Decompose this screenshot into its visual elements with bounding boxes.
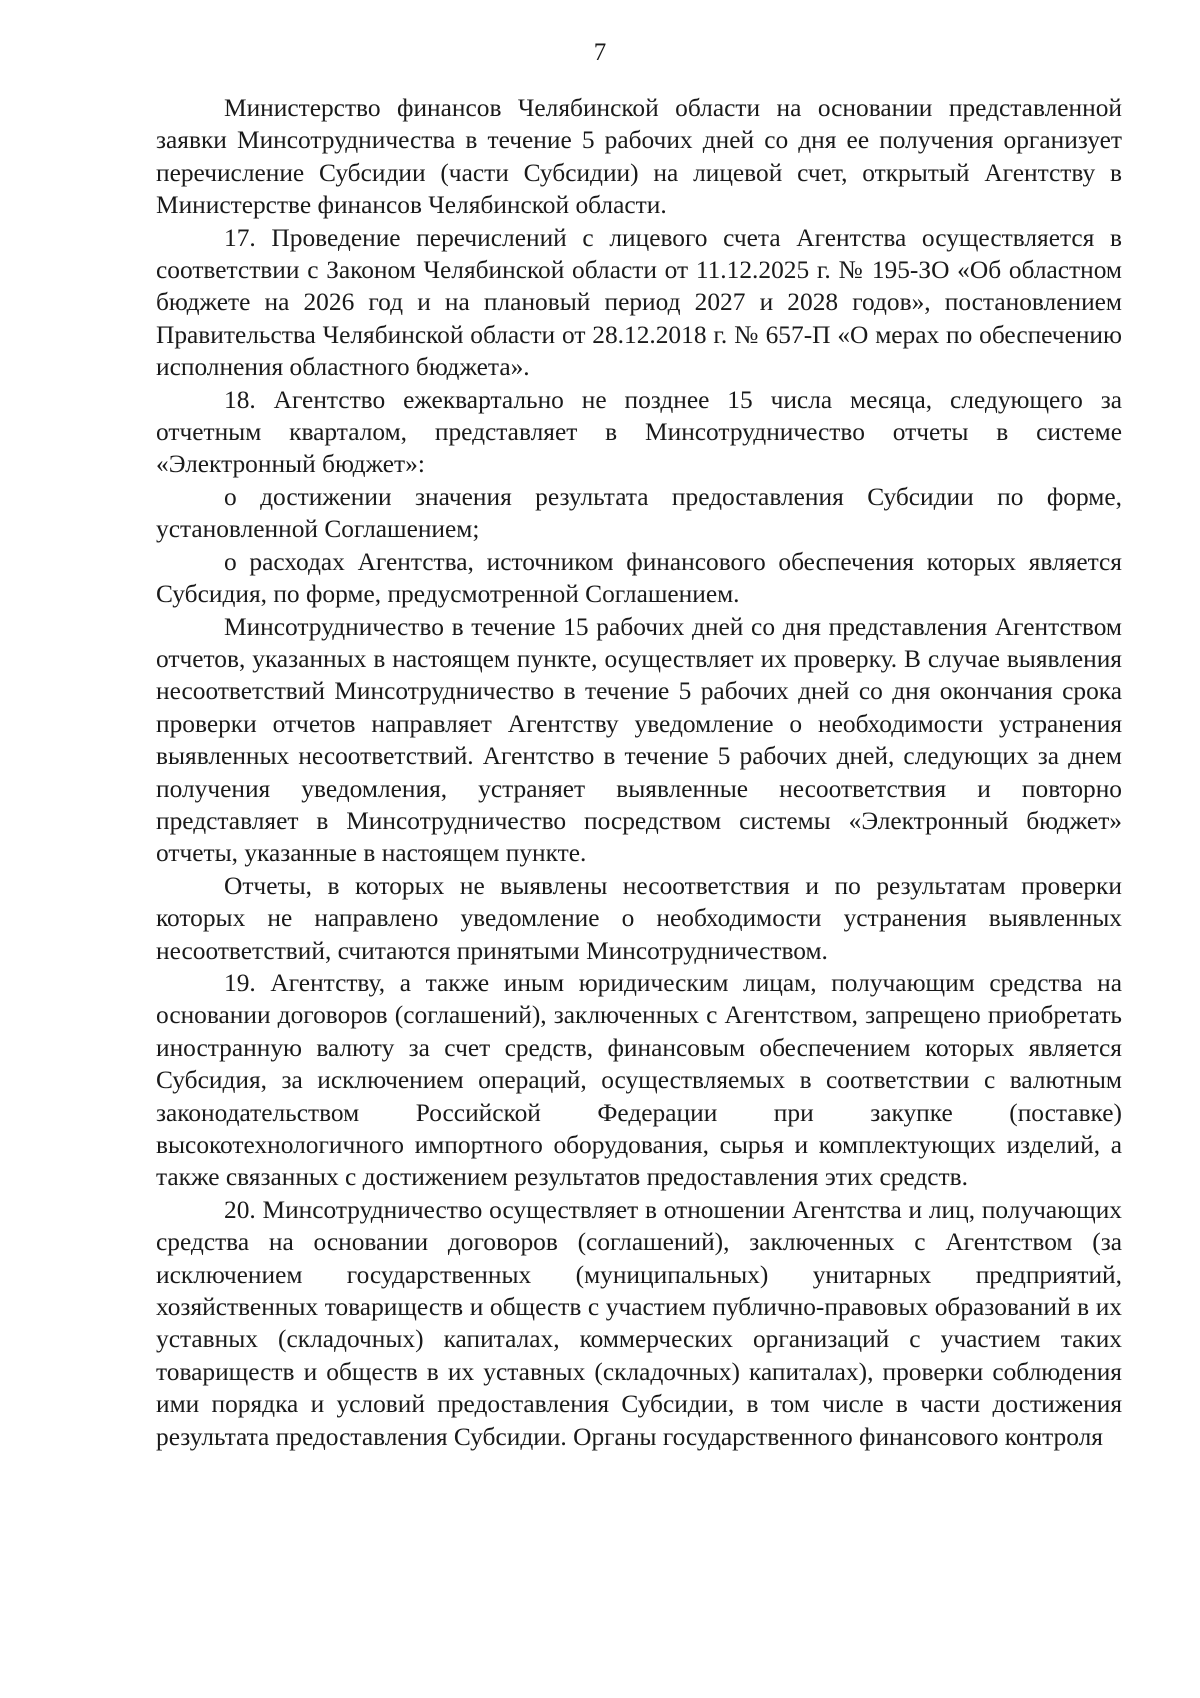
document-body	[156, 92, 1122, 1453]
paragraph-ministry-transfer: Министерство финансов Челябинской области на основании представленной заявки Минсотрудничества в течение 5 рабочих дней со дня ее получения организует перечисление Субсидии (части Субсидии) на лицевой счет, открытый Агентству в Министерстве финансов Челябинской области.	[156, 94, 1122, 220]
paragraph-17: 17. Проведение перечислений с лицевого счета Агентства осуществляется в соответствии с Законом Челябинской области от 11.12.2025 г. № 195-ЗО «Об областном бюджете на 2026 год и на плановый период 2027 и 2028 годов», постановлением Правительства Челябинской области от 28.12.2018 г. № 657-П «О мерах по обеспечению исполнения областного бюджета».	[156, 223, 1122, 382]
page-number: 7	[593, 39, 607, 66]
paragraph-18-report-result: о достижении значения результата предоставления Субсидии по форме, установленной Соглашением;	[156, 482, 1122, 544]
paragraph-18-accepted-reports: Отчеты, в которых не выявлены несоответствия и по результатам проверки которых не направлено уведомление о необходимости устранения выявленных несоответствий, считаются принятыми Минсотрудничеством.	[156, 871, 1122, 965]
paragraph-18: 18. Агентство ежеквартально не позднее 15 числа месяца, следующего за отчетным кварталом, представляет в Минсотрудничество отчеты в системе «Электронный бюджет»:	[156, 385, 1122, 479]
paragraph-18-report-expenses: о расходах Агентства, источником финансового обеспечения которых является Субсидия, по форме, предусмотренной Соглашением.	[156, 547, 1122, 609]
paragraph-20: 20. Минсотрудничество осуществляет в отношении Агентства и лиц, получающих средства на основании договоров (соглашений), заключенных с Агентством (за исключением государственных (муниципальных) унитарных предприятий, хозяйственных товариществ и обществ с участием публично-правовых образований в их уставных (складочных) капиталах, коммерческих организаций с участием таких товариществ и обществ в их уставных (складочных) капиталах), проверки соблюдения ими порядка и условий предоставления Субсидии, в том числе в части достижения результата предоставления Субсидии. Органы государственного финансового контроля	[156, 1195, 1122, 1451]
paragraph-18-verification: Минсотрудничество в течение 15 рабочих дней со дня представления Агентством отчетов, указанных в настоящем пункте, осуществляет их проверку. В случае выявления несоответствий Минсотрудничество в течение 5 рабочих дней со дня окончания срока проверки отчетов направляет Агентству уведомление о необходимости устранения выявленных несоответствий. Агентство в течение 5 рабочих дней, следующих за днем получения уведомления, устраняет выявленные несоответствия и повторно представляет в Минсотрудничество посредством системы «Электронный бюджет» отчеты, указанные в настоящем пункте.	[156, 612, 1122, 868]
paragraph-19: 19. Агентству, а также иным юридическим лицам, получающим средства на основании договоров (соглашений), заключенных с Агентством, запрещено приобретать иностранную валюту за счет средств, финансовым обеспечением которых является Субсидия, за исключением операций, осуществляемых в соответствии с валютным законодательством Российской Федерации при закупке (поставке) высокотехнологичного импортного оборудования, сырья и комплектующих изделий, а также связанных с достижением результатов предоставления этих средств.	[156, 968, 1122, 1192]
